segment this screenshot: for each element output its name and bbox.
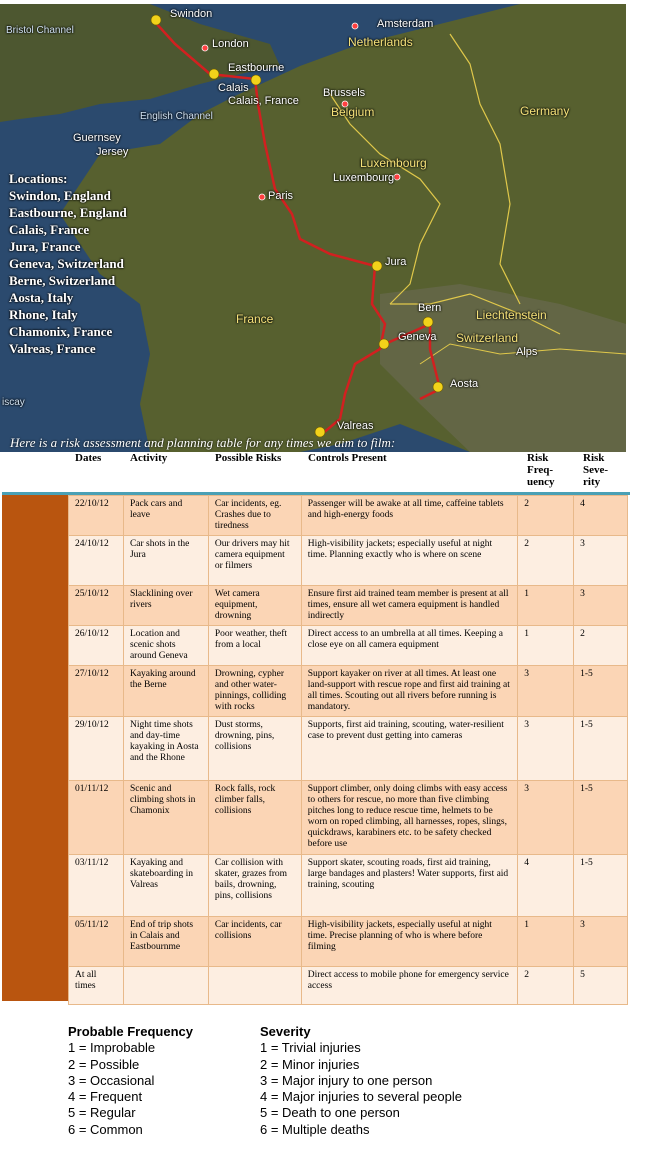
map-label-alps: Alps <box>516 346 538 358</box>
frequency-legend-item: 2 = Possible <box>68 1056 140 1072</box>
severity-legend-item: 4 = Major injuries to several people <box>260 1089 462 1105</box>
map-label-calais: Calais <box>218 82 249 94</box>
cell-activity: Night time shots and day-time kayaking in Aosta and the Rhone <box>123 717 208 781</box>
risk-table <box>68 495 628 1005</box>
cell-date: At all times <box>69 967 124 1005</box>
cell-frequency: 2 <box>518 967 574 1005</box>
location-item: Geneva, Switzerland <box>9 256 124 271</box>
map-label-swindon: Swindon <box>170 8 213 20</box>
table-row <box>69 586 628 626</box>
cell-controls: Passenger will be awake at all time, caffeine tablets and high-energy foods <box>301 496 517 536</box>
header-risk-frequency: Risk Freq-uency <box>527 452 555 488</box>
cell-frequency: 2 <box>518 496 574 536</box>
frequency-legend-item: 1 = Improbable <box>68 1040 156 1056</box>
cell-date: 25/10/12 <box>69 586 124 626</box>
locations-list <box>9 170 127 357</box>
cell-severity: 3 <box>574 917 628 967</box>
cell-activity: Scenic and climbing shots in Chamonix <box>123 781 208 855</box>
table-row <box>69 626 628 666</box>
cell-severity: 2 <box>574 626 628 666</box>
severity-legend-item: 6 = Multiple deaths <box>260 1121 370 1137</box>
map-label-eastbourne: Eastbourne <box>228 62 285 74</box>
route-map <box>0 4 626 452</box>
location-item: Eastbourne, England <box>9 205 127 220</box>
cell-activity: Slacklining over rivers <box>123 586 208 626</box>
cell-risks: Dust storms, drowning, pins, collisions <box>208 717 301 781</box>
header-dates: Dates <box>75 452 102 464</box>
frequency-legend-item: 3 = Occasional <box>68 1072 155 1088</box>
header-controls-present: Controls Present <box>308 452 387 464</box>
frequency-legend-item: 4 = Frequent <box>68 1089 143 1105</box>
cell-controls: Support kayaker on river at all times. At least one land-support with rescue rope and first aid training at all times. Scouting out all rivers before running is mandatory. <box>301 666 517 717</box>
cell-risks <box>208 967 301 1005</box>
map-label-biscay: iscay <box>2 397 25 408</box>
cell-severity: 1-5 <box>574 855 628 917</box>
cell-date: 03/11/12 <box>69 855 124 917</box>
cell-frequency: 1 <box>518 586 574 626</box>
cell-severity: 1-5 <box>574 781 628 855</box>
map-label-luxembourg-city: Luxembourg <box>333 172 395 184</box>
cell-risks: Car incidents, eg. Crashes due to tiredness <box>208 496 301 536</box>
map-label-switzerland: Switzerland <box>456 331 519 345</box>
cell-controls: Support climber, only doing climbs with easy access to others for rescue, no more than five climbing pitches long to reduce rescue time, helmets to be worn on roped climbing, all harnesses, ropes, slings, quickdraws, karabiners etc. to be safety checked before use <box>301 781 517 855</box>
cell-risks: Our drivers may hit camera equipment or filmers <box>208 536 301 586</box>
header-activity: Activity <box>130 452 168 464</box>
cell-frequency: 1 <box>518 626 574 666</box>
table-row <box>69 666 628 717</box>
cell-date: 22/10/12 <box>69 496 124 536</box>
table-row <box>69 496 628 536</box>
location-item: Jura, France <box>9 239 81 254</box>
cell-activity: Kayaking and skateboarding in Valreas <box>123 855 208 917</box>
location-item: Rhone, Italy <box>9 307 78 322</box>
cell-frequency: 3 <box>518 781 574 855</box>
map-label-germany: Germany <box>520 104 570 118</box>
cell-severity: 5 <box>574 967 628 1005</box>
table-row <box>69 781 628 855</box>
cell-controls: Ensure first aid trained team member is present at all times, ensure all wet camera equipment is handled indirectly <box>301 586 517 626</box>
map-label-france: France <box>236 312 274 326</box>
severity-legend-title: Severity <box>260 1024 311 1039</box>
cell-frequency: 2 <box>518 536 574 586</box>
cell-severity: 1-5 <box>574 666 628 717</box>
locations-title: Locations: <box>9 171 68 186</box>
cell-controls: High-visibility jackets, especially useful at night time. Precise planning of who is where before filming <box>301 917 517 967</box>
cell-risks: Car incidents, car collisions <box>208 917 301 967</box>
location-item: Berne, Switzerland <box>9 273 116 288</box>
cell-risks: Rock falls, rock climber falls, collisions <box>208 781 301 855</box>
frequency-legend-item: 6 = Common <box>68 1121 143 1137</box>
table-row <box>69 967 628 1005</box>
map-label-bristol-channel: Bristol Channel <box>6 25 74 36</box>
map-label-jersey: Jersey <box>96 146 129 158</box>
map-label-aosta: Aosta <box>450 378 479 390</box>
frequency-legend-item: 5 = Regular <box>68 1105 136 1121</box>
cell-controls: Supports, first aid training, scouting, water-resilient case to prevent dust getting into cameras <box>301 717 517 781</box>
cell-frequency: 3 <box>518 717 574 781</box>
table-row <box>69 855 628 917</box>
location-item: Valreas, France <box>9 341 96 356</box>
location-item: Aosta, Italy <box>9 290 74 305</box>
cell-date: 01/11/12 <box>69 781 124 855</box>
cell-risks: Wet camera equipment, drowning <box>208 586 301 626</box>
map-label-jura: Jura <box>385 256 407 268</box>
map-label-london: London <box>212 38 249 50</box>
cell-activity: Kayaking around the Berne <box>123 666 208 717</box>
map-label-bern: Bern <box>418 302 442 314</box>
cell-date: 26/10/12 <box>69 626 124 666</box>
cell-activity: End of trip shots in Calais and Eastbournme <box>123 917 208 967</box>
map-label-valreas: Valreas <box>337 420 374 432</box>
table-header <box>0 452 648 494</box>
cell-severity: 3 <box>574 586 628 626</box>
header-risk-severity: Risk Seve-rity <box>583 452 609 488</box>
cell-severity: 3 <box>574 536 628 586</box>
map-label-liechtenstein: Liechtenstein <box>476 308 547 322</box>
cell-severity: 1-5 <box>574 717 628 781</box>
intro-text: Here is a risk assessment and planning table for any times we aim to film: <box>10 435 396 450</box>
cell-activity: Location and scenic shots around Geneva <box>123 626 208 666</box>
cell-frequency: 4 <box>518 855 574 917</box>
severity-legend-item: 1 = Trivial injuries <box>260 1040 361 1056</box>
severity-legend <box>260 1024 462 1138</box>
location-item: Calais, France <box>9 222 90 237</box>
map-label-belgium: Belgium <box>331 105 375 119</box>
map-label-geneva: Geneva <box>398 331 437 343</box>
frequency-legend <box>68 1024 193 1138</box>
cell-date: 27/10/12 <box>69 666 124 717</box>
map-label-calais-france: Calais, France <box>228 95 299 107</box>
cell-severity: 4 <box>574 496 628 536</box>
map-label-amsterdam: Amsterdam <box>377 18 434 30</box>
cell-controls: Direct access to mobile phone for emergency service access <box>301 967 517 1005</box>
cell-activity: Car shots in the Jura <box>123 536 208 586</box>
cell-frequency: 1 <box>518 917 574 967</box>
left-color-strip <box>2 495 68 1001</box>
cell-risks: Drowning, cypher and other water-pinnings, colliding with rocks <box>208 666 301 717</box>
map-label-luxembourg-country: Luxembourg <box>360 156 427 170</box>
cell-date: 29/10/12 <box>69 717 124 781</box>
cell-controls: Direct access to an umbrella at all times. Keeping a close eye on all camera equipment <box>301 626 517 666</box>
table-row <box>69 717 628 781</box>
map-label-netherlands: Netherlands <box>348 35 413 49</box>
severity-legend-item: 5 = Death to one person <box>260 1105 400 1121</box>
frequency-legend-title: Probable Frequency <box>68 1024 193 1039</box>
cell-activity <box>123 967 208 1005</box>
map-label-paris: Paris <box>268 190 294 202</box>
location-item: Swindon, England <box>9 188 111 203</box>
severity-legend-item: 2 = Minor injuries <box>260 1056 360 1072</box>
cell-date: 24/10/12 <box>69 536 124 586</box>
severity-legend-item: 3 = Major injury to one person <box>260 1072 433 1088</box>
table-row <box>69 917 628 967</box>
location-item: Chamonix, France <box>9 324 113 339</box>
cell-controls: Support skater, scouting roads, first aid training, large bandages and plasters! Water supports, first aid training, scouting <box>301 855 517 917</box>
table-row <box>69 536 628 586</box>
cell-controls: High-visibility jackets; especially useful at night time. Planning exactly who is where on scene <box>301 536 517 586</box>
cell-activity: Pack cars and leave <box>123 496 208 536</box>
header-possible-risks: Possible Risks <box>215 452 282 464</box>
map-label-brussels: Brussels <box>323 87 366 99</box>
map-label-english-channel: English Channel <box>140 111 213 122</box>
cell-risks: Poor weather, theft from a local <box>208 626 301 666</box>
cell-risks: Car collision with skater, grazes from bails, drowning, pins, collisions <box>208 855 301 917</box>
cell-frequency: 3 <box>518 666 574 717</box>
map-label-guernsey: Guernsey <box>73 132 121 144</box>
cell-date: 05/11/12 <box>69 917 124 967</box>
